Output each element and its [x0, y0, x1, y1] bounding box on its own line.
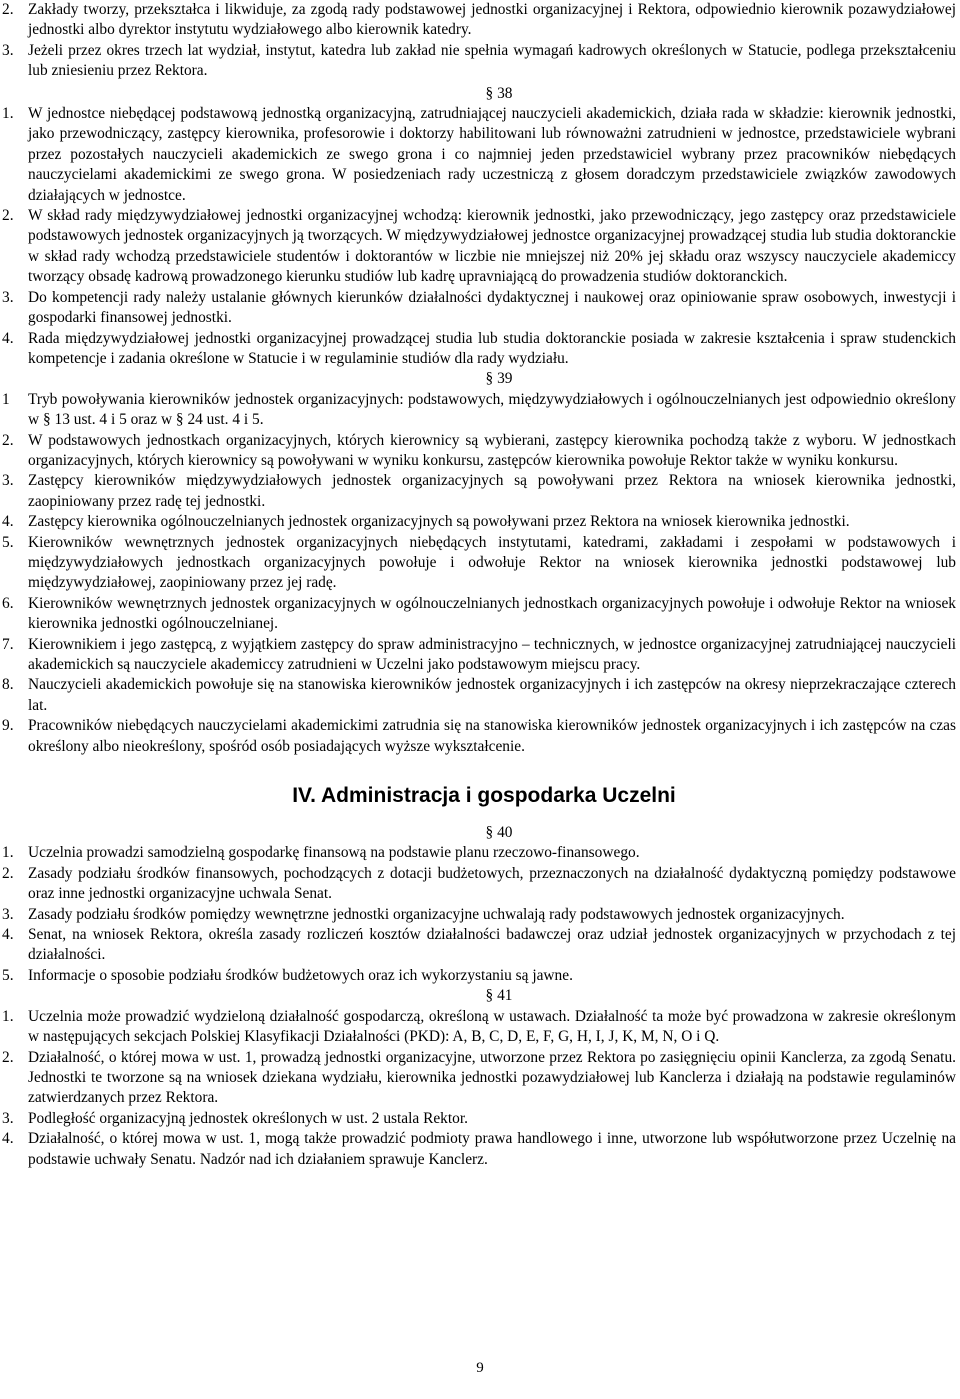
paragraph-text: W podstawowych jednostkach organizacyjnych, których kierownicy są wybierani, zastępcy kierownika pochodzą także z wyboru. W jednostkach organizacyjnych, których kierownicy są powoływani w wyniku konkursu, zastępców kierownika powołuje Rektor także w wyniku konkursu.: [28, 431, 956, 469]
paragraph-text: W skład rady międzywydziałowej jednostki organizacyjnej wchodzą: kierownik jednostki, jako przewodniczący, jego zastępcy oraz przedstawiciele podstawowych jednostek organizacyjnych ją tworzących. W międzywydziałowej jednostce organizacyjnej prowadzącej studia lub studia doktoranckie w skład rady wchodzą przedstawiciele studentów i doktorantów w liczbie nie mniejszej niż 20% jej składu oraz wszyscy nauczyciele akademiccy tworzący obsadę kadrową prowadzonego kierunku studiów lub kadrę upravniającą do prowadzenia studiów doktoranckich.: [28, 207, 956, 286]
section-heading: § 40: [485, 824, 513, 842]
paragraph-number: 3.: [2, 288, 14, 306]
paragraph-item: [2, 288, 956, 329]
paragraph-text: Uczelnia może prowadzić wydzieloną działalność gospodarczą, określoną w ustawach. Działalność ta może być prowadzona w zakresie określonym w następujących sekcjach Polskiej Klasyfikacji Działalności (PKD): A, B, C, D, E, F, G, H, I, J, K, M, N, O i Q.: [28, 1007, 956, 1046]
paragraph-text: Podległość organizacyjną jednostek określonych w ust. 2 ustala Rektor.: [28, 1109, 468, 1127]
paragraph-number: 2.: [2, 1048, 14, 1066]
paragraph-item: [2, 1129, 956, 1170]
paragraph-item: [2, 843, 956, 863]
paragraph-text: Działalność, o której mowa w ust. 1, prowadzą jednostki organizacyjne, utworzone przez Rektora po zasięgnięciu opinii Kanclerza, za zgodą Senatu. Jednostki te tworzone są na wniosek dziekana wydziału, kierownika jednostki pozawydziałowej lub Kanclerza i działają na podstawie regulaminów zatwierdzanych przez Rektora.: [28, 1048, 956, 1107]
section-heading: § 41: [485, 987, 513, 1005]
paragraph-text: Zasady podziału środków pomiędzy wewnętrzne jednostki organizacyjne uchwalają rady podstawowych jednostek organizacyjnych.: [28, 905, 845, 923]
paragraph-text: Nauczycieli akademickich powołuje się na stanowiska kierowników jednostek organizacyjnych i ich zastępców na okresy nieprzekraczające czterech lat.: [28, 676, 956, 714]
paragraph-text: Do kompetencji rady należy ustalanie głównych kierunków działalności dydaktycznej i naukowej oraz opiniowanie spraw osobowych, inwestycji i gospodarki finansowej jednostki.: [28, 288, 956, 327]
paragraph-number: 8.: [2, 676, 14, 694]
paragraph-item: [2, 864, 956, 905]
paragraph-item: [2, 716, 956, 757]
paragraph-item: [2, 206, 956, 288]
paragraph-item: [2, 966, 956, 986]
paragraph-item: [2, 431, 956, 472]
paragraph-item: [2, 675, 956, 716]
paragraph-number: 4.: [2, 926, 14, 944]
section-heading: § 38: [485, 84, 513, 102]
paragraph-item: [2, 533, 956, 594]
paragraph-item: [2, 1048, 956, 1109]
paragraph-text: Kierowników wewnętrznych jednostek organizacyjnych w ogólnouczelnianych jednostkach organizacyjnych powołuje i odwołuje Rektor na wniosek kierownika jednostki ogólnouczelnianej.: [28, 594, 956, 633]
paragraph-number: 3.: [2, 472, 14, 490]
paragraph-item: [2, 104, 956, 206]
paragraph-item: [2, 1007, 956, 1048]
paragraph-number: 5.: [2, 533, 14, 551]
paragraph-text: Zakłady tworzy, przekształca i likwiduje, za zgodą rady podstawowej jednostki organizacyjnej i Rektora, odpowiednio kierownik pozawydziałowej jednostki albo dyrektor instytutu wydziałowego albo kierownik katedry.: [28, 1, 956, 39]
paragraph-number: 3.: [2, 1109, 14, 1127]
paragraph-number: 3.: [2, 905, 14, 923]
paragraph-text: Jeżeli przez okres trzech lat wydział, instytut, katedra lub zakład nie spełnia wymagań kadrowych określonych w Statucie, podlega przekształceniu lub zniesieniu przez Rektora.: [28, 41, 956, 80]
paragraph-text: Zastępcy kierowników międzywydziałowych jednostek organizacyjnych są powoływani przez Rektora na wniosek kierownika jednostki, zaopiniowany przez radę tej jednostki.: [28, 472, 956, 510]
paragraph-text: Tryb powoływania kierowników jednostek organizacyjnych: podstawowych, międzywydziałowych i ogólnouczelnianych jest odpowiednio określony w § 13 ust. 4 i 5 oraz w § 24 ust. 4 i 5.: [28, 390, 956, 429]
paragraph-number: 9.: [2, 717, 14, 735]
paragraph-text: Działalność, o której mowa w ust. 1, mogą także prowadzić podmioty prawa handlowego i inne, utworzone lub współutworzone przez Uczelnię na podstawie uchwały Senatu. Nadzór nad ich działaniem sprawuje Kanclerz.: [28, 1130, 956, 1168]
paragraph-number: 4.: [2, 1130, 14, 1148]
paragraph-item: [2, 905, 956, 925]
paragraph-number: 2.: [2, 864, 14, 882]
paragraph-item: [2, 635, 956, 676]
paragraph-number: 1.: [2, 105, 14, 123]
paragraph-item: [2, 471, 956, 512]
paragraph-number: 3.: [2, 41, 14, 59]
paragraph-text: Kierowników wewnętrznych jednostek organizacyjnych niebędących instytutami, katedrami, zakładami i zespołami w podstawowych i międzywydziałowych jednostkach organizacyjnych powołuje i odwołuje Rektor na wniosek kierownika jednostki podstawowej lub międzywydziałowej, zaopiniowany przez jej radę.: [28, 533, 956, 592]
paragraph-number: 2.: [2, 207, 14, 225]
paragraph-number: 1.: [2, 844, 14, 862]
paragraph-text: W jednostce niebędącej podstawową jednostką organizacyjną, zatrudniającej nauczycieli akademickich, działa rada w składzie: kierownik jednostki, jako przewodniczący, zastępcy kierownika, profesorowie i doktorzy habilitowani lub równoważni zatrudnieni w jednostce, przedstawiciele wybrani przez pozostałych nauczycieli akademickich ze swego grona i co najmniej jeden przedstawiciel wybrany przez pracowników niebędących nauczycielami akademickimi ze swego grona. W posiedzeniach rady uczestniczą z głosem doradczym przedstawiciele związków zawodowych działających w jednostce.: [28, 105, 956, 204]
paragraph-text: Pracowników niebędących nauczycielami akademickimi zatrudnia się na stanowiska kierowników jednostek organizacyjnych i ich zastępców na czas określony albo nieokreślony, spośród osób posiadających wyższe wykształcenie.: [28, 717, 956, 755]
paragraph-text: Zastępcy kierownika ogólnouczelnianych jednostek organizacyjnych są powoływani przez Rektora na wniosek kierownika jednostki.: [28, 513, 850, 531]
document-body: [2, 0, 956, 1170]
paragraph-text: Uczelnia prowadzi samodzielną gospodarkę finansową na podstawie planu rzeczowo-finansowego.: [28, 844, 640, 862]
paragraph-number: 2.: [2, 1, 14, 18]
paragraph-number: 5.: [2, 966, 14, 984]
paragraph-text: Informacje o sposobie podziału środków budżetowych oraz ich wykorzystaniu są jawne.: [28, 966, 573, 984]
paragraph-number: 4.: [2, 513, 14, 531]
paragraph-number: 4.: [2, 329, 14, 347]
page-number: 9: [476, 1360, 484, 1376]
paragraph-item: [2, 512, 956, 532]
paragraph-item: [2, 594, 956, 635]
paragraph-number: 2.: [2, 431, 14, 449]
paragraph-number: 1.: [2, 1007, 14, 1025]
paragraph-item: [2, 0, 956, 41]
section-heading: § 39: [485, 370, 513, 388]
paragraph-text: Rada międzywydziałowej jednostki organizacyjnej prowadzącej studia lub studia doktoranckie posiada w zakresie kształcenia i spraw studenckich kompetencje i zadania określone w Statucie i w regulaminie studiów dla rady wydziału.: [28, 329, 956, 367]
paragraph-text: Zasady podziału środków finansowych, pochodzących z dotacji budżetowych, przeznaczonych na działalność dydaktyczną pomiędzy podstawowe oraz inne jednostki organizacyjne uchwala Senat.: [28, 864, 956, 903]
paragraph-text: Senat, na wniosek Rektora, określa zasady rozliczeń kosztów działalności badawczej oraz udział jednostek organizacyjnych w przychodach z tej działalności.: [28, 926, 956, 964]
paragraph-number: 1: [2, 390, 10, 408]
paragraph-item: [2, 1109, 956, 1129]
paragraph-text: Kierownikiem i jego zastępcą, z wyjątkiem zastępcy do spraw administracyjno – technicznych, w jednostce organizacyjnej zatrudniającej nauczycieli akademickich są nauczyciele akademiccy zatrudnieni w Uczelni jako podstawowym miejscu pracy.: [28, 635, 956, 673]
paragraph-number: 6.: [2, 594, 14, 612]
paragraph-number: 7.: [2, 635, 14, 653]
paragraph-item: [2, 390, 956, 431]
paragraph-item: [2, 925, 956, 966]
chapter-title: IV. Administracja i gospodarka Uczelni: [292, 784, 676, 808]
paragraph-item: [2, 329, 956, 370]
paragraph-item: [2, 41, 956, 82]
